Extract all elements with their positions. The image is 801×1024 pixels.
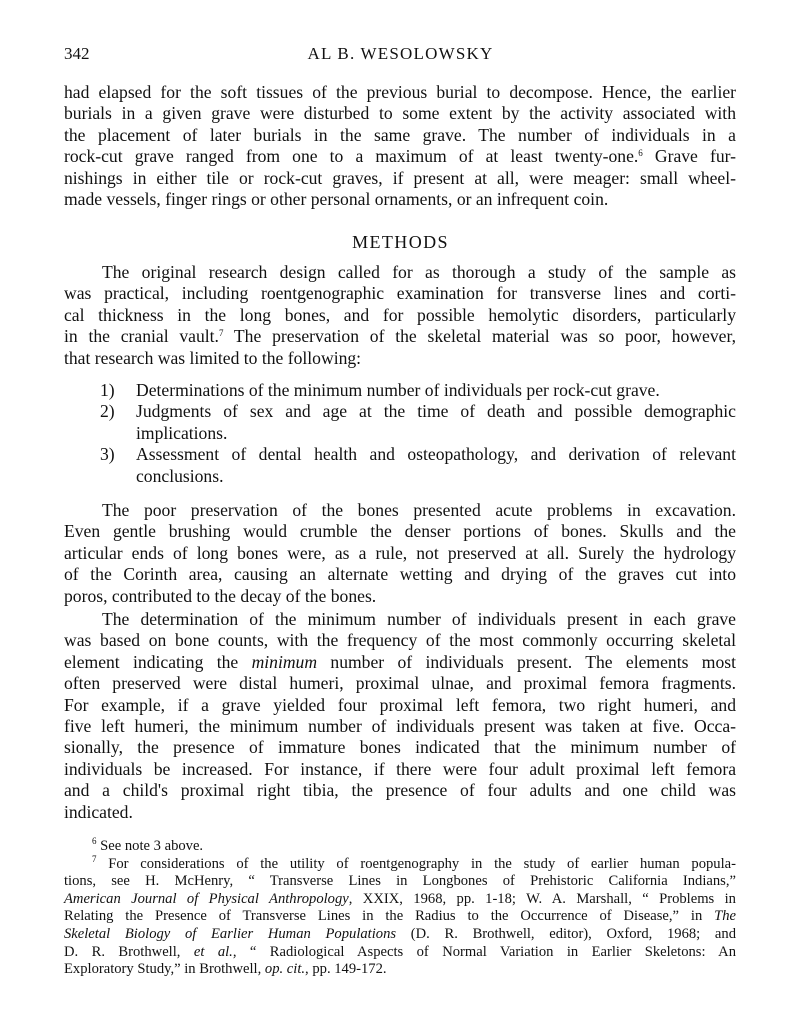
- footnote-mark: 7: [92, 853, 97, 864]
- methods-paragraph-2: [64, 500, 736, 607]
- text-line: rock-cut grave ranged from one to a maximum of at least twenty-one.$^6$ Grave fur-: [64, 146, 736, 167]
- list-item-1: [100, 380, 736, 401]
- running-head: [64, 44, 737, 66]
- text-line: was practical, including roentgenographic examination for transverse lines and corti-: [64, 283, 736, 304]
- methods-list: [100, 380, 736, 487]
- methods-paragraph-3: [64, 609, 736, 823]
- footnote-6: $^6$ See note 3 above.: [92, 836, 204, 854]
- text-line: the placement of later burials in the same grave. The number of individuals in a: [64, 124, 736, 145]
- journal-title: American Journal of Physical Anthropology: [64, 890, 349, 907]
- text-line: The poor preservation of the bones presented acute problems in excavation.: [102, 500, 736, 520]
- footnote-ref-7: 7: [218, 328, 224, 339]
- text-line: burials in a given grave were disturbed to some extent by the activity associated with: [64, 103, 736, 124]
- list-line: Assessment of dental health and osteopathology, and derivation of relevant: [136, 444, 736, 465]
- text-line: and a child's proximal right tibia, the presence of four adults and one child was: [64, 780, 736, 801]
- list-number: 1): [100, 380, 115, 400]
- methods-paragraph-1: [64, 262, 736, 369]
- footnotes: [64, 838, 736, 979]
- text-line: poros, contributed to the decay of the bones.: [64, 585, 377, 606]
- text-line: articular ends of long bones were, as a rule, not preserved at all. Surely the hydrology: [64, 542, 736, 563]
- footnote-7-line: American Journal of Physical Anthropology, XXIX, 1968, pp. 1-18; W. A. Marshall, “ Problems in: [64, 890, 736, 907]
- book-title: Skeletal Biology of Earlier Human Populations: [64, 925, 397, 942]
- text-line: Even gentle brushing would crumble the denser portions of bones. Skulls and the: [64, 521, 736, 542]
- text-line: nishings in either tile or rock-cut graves, if present at all, were meager: small wheel-: [64, 167, 736, 188]
- text-line: was based on bone counts, with the frequency of the most commonly occurring skeletal: [64, 630, 736, 651]
- list-number: 2): [100, 401, 115, 422]
- list-number: 3): [100, 444, 115, 465]
- page-number: 342: [64, 44, 90, 63]
- list-line: conclusions.: [136, 465, 224, 486]
- text-line: The original research design called for as thorough a study of the sample as: [102, 262, 736, 282]
- text-line: that research was limited to the following:: [64, 347, 362, 368]
- footnote-7-line: Relating the Presence of Transverse Lines in the Radius to the Occurrence of Disease,” in The: [64, 908, 736, 925]
- list-line: implications.: [136, 422, 228, 443]
- text-line: often preserved were distal humeri, proximal ulnae, and proximal femora fragments.: [64, 673, 736, 694]
- footnote-7-line: tions, see H. McHenry, “ Transverse Lines in Longbones of Prehistoric California Indians,”: [64, 873, 736, 890]
- text-line: For example, if a grave yielded four proximal left femora, two right humeri, and: [64, 694, 736, 715]
- running-title: AL B. WESOLOWSKY: [307, 44, 494, 63]
- footnote-7-line: $^7$ For considerations of the utility of roentgenography in the study of earlier human popula-: [92, 853, 736, 872]
- intro-paragraph: [64, 82, 736, 210]
- list-item-3: [100, 444, 736, 487]
- list-item-2: [100, 401, 736, 444]
- footnote-ref-6: 6: [638, 148, 643, 159]
- emphasis: minimum: [251, 651, 318, 672]
- section-heading-methods: METHODS: [352, 232, 449, 252]
- text-line: five left humeri, the minimum number of individuals present was taken at five. Occa-: [64, 716, 736, 737]
- text-line: of the Corinth area, causing an alternate wetting and drying of the graves cut into: [64, 564, 736, 585]
- footnote-mark: 6: [92, 836, 97, 846]
- text-line: The determination of the minimum number of individuals present in each grave: [102, 609, 736, 629]
- text-line: had elapsed for the soft tissues of the previous burial to decompose. Hence, the earlier: [64, 82, 736, 102]
- text-line: sionally, the presence of immature bones indicated that the minimum number of: [64, 737, 736, 758]
- text-line: in the cranial vault.$^7$ The preservation of the skeletal material was so poor, however,: [64, 326, 736, 347]
- text-line: indicated.: [64, 801, 133, 822]
- footnote-7-line: Exploratory Study,” in Brothwell, op. cit., pp. 149-172.: [64, 961, 387, 978]
- text-line: individuals be increased. For instance, if there were four adult proximal left femora: [64, 758, 736, 779]
- footnote-7-line: Skeletal Biology of Earlier Human Populations (D. R. Brothwell, editor), Oxford, 1968; and: [64, 925, 736, 942]
- footnote-7-line: D. R. Brothwell, et al., “ Radiological Aspects of Normal Variation in Earlier Skeletons: An: [64, 943, 736, 960]
- text-line: made vessels, finger rings or other personal ornaments, or an infrequent coin.: [64, 189, 609, 210]
- list-line: Judgments of sex and age at the time of death and possible demographic: [136, 401, 736, 422]
- list-line: Determinations of the minimum number of individuals per rock-cut grave.: [136, 380, 660, 400]
- text-line: cal thickness in the long bones, and for possible hemolytic disorders, particularly: [64, 304, 736, 325]
- text-line: element indicating the minimum number of individuals present. The elements most: [64, 651, 737, 672]
